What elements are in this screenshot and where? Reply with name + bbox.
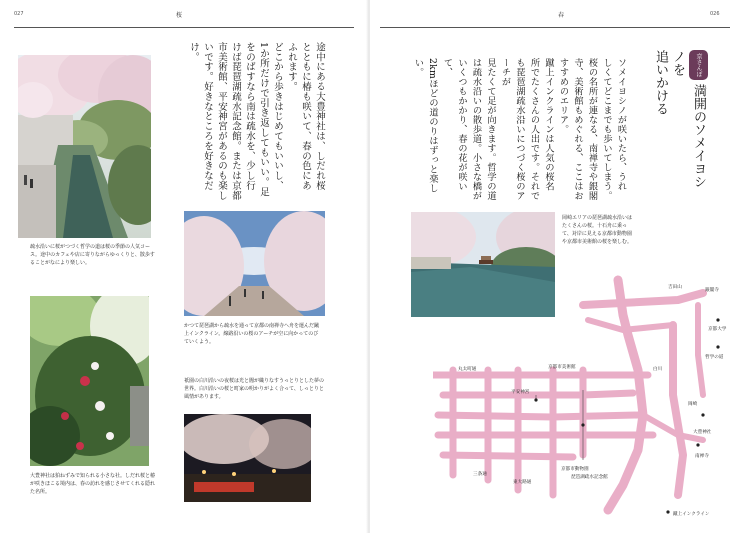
photo-caption-otoyo-shrine: 大豊神社は狛ねずみで知られる小さな社。しだれ桜と椿が咲きほこる境内は、春の訪れを感じさせてくれる隠れた名所。 <box>30 473 156 495</box>
walking-route-map <box>433 275 733 525</box>
left-page <box>0 0 368 533</box>
right-body-line: も琵琶湖疏水沿いにつづく桜のアーチが <box>499 58 525 201</box>
map-point <box>716 318 719 321</box>
section-heading <box>652 50 708 200</box>
right-body-line: 桜の名所が連なる、南禅寺や銀閣 <box>586 58 598 201</box>
map-leader-lines <box>536 390 583 460</box>
right-body-line: いくつもかかり、春の花が咲いて、 <box>441 58 467 191</box>
map-label-ginkakuji: 銀閣寺 <box>705 288 719 293</box>
map-label-shirakawa: 白川 <box>653 367 663 372</box>
right-body-line: 所でたくさんの人出です。それで <box>528 58 540 201</box>
photo-caption-incline: かつて琵琶湖から疏水を通って京都の南禅寺へ舟を運んだ蹴上インクライン。線路沿いの桜のアーチが空に向かってのびていくよう。 <box>184 323 320 345</box>
photo-caption-shirakawa: 祇園の白川沿いの夜桜は光と闇が織りなすうっとりとした夢の世界。白川沿いの桜と町家の明かりがよく合って、しっとりと風情があります。 <box>184 378 325 400</box>
left-section-label: 桜 <box>176 12 183 19</box>
shirakawa-night-photo <box>184 414 311 502</box>
right-body-line: すすめのエリア。 <box>557 58 569 134</box>
left-body-line: 途中にある大豊神社は、しだれ桜 <box>314 42 325 191</box>
map-label-kyoto-zoo: 京都市動物園 <box>561 467 589 472</box>
left-body-line: 市美術館、平安神宮があるのも楽し <box>216 42 227 201</box>
camellia-illustration <box>30 296 149 466</box>
map-point <box>534 398 537 401</box>
map-label-sanjo: 三条通 <box>473 472 487 477</box>
left-body-line: とともに椿も咲いて、春の色にあ <box>300 42 311 191</box>
camellia-photo <box>30 296 149 466</box>
map-label-philosophers-path: 哲学の道 <box>705 355 724 360</box>
right-body-line: 見たくて足が向きます。哲学の道 <box>485 58 496 201</box>
right-body-line: ソメイヨシノが咲いたら、うれ <box>615 58 627 191</box>
map-point <box>716 345 719 348</box>
heading-line: 追いかける <box>653 50 668 115</box>
left-body-line: をのばすなら南は疏水を、少し行 <box>244 42 255 191</box>
philosophers-path-illustration <box>18 55 151 238</box>
right-body-line: 蹴上インクラインは人気の桜名 <box>543 58 554 191</box>
map-label-kyodai: 京都大学 <box>708 327 727 332</box>
right-body-line: 寺、美術館もめぐれる、ここはお <box>572 58 583 201</box>
left-header-rule <box>14 27 354 28</box>
map-point <box>701 413 704 416</box>
right-page <box>370 0 738 533</box>
philosophers-path-photo <box>18 55 151 238</box>
incline-photo <box>184 211 325 316</box>
right-body-text <box>410 58 628 208</box>
left-body-line: ふれます。 <box>286 42 297 92</box>
right-folio: 026 <box>710 11 720 17</box>
walk-tag-badge: 京さんぽ <box>689 50 708 80</box>
shirakawa-night-illustration <box>184 414 311 502</box>
map-label-otoyo: 大豊神社 <box>693 430 712 435</box>
map-label-heian-jingu: 平安神宮 <box>511 390 530 395</box>
map-label-museum: 京都市美術館 <box>548 365 576 370</box>
map-label-yoshida: 吉田山 <box>668 285 682 290</box>
left-folio: 027 <box>14 11 24 17</box>
map-point <box>666 510 669 513</box>
map-point <box>696 443 699 446</box>
left-body-line: いです。好きなところを好きなだけ。 <box>188 42 213 191</box>
right-header-rule <box>380 27 730 28</box>
map-point <box>581 423 584 426</box>
map-label-nanzenji: 南禅寺 <box>695 454 709 459</box>
right-section-label: 春 <box>558 12 565 19</box>
photo-caption-philosophers-path: 疏水沿いに桜がつづく哲学の道は桜の季節の人気コース。途中のカフェや店に寄りながらゆっくりと、散歩することがなにより楽しい。 <box>30 244 155 266</box>
left-body-line: 1か所だけで引き返してもいい。足 <box>258 42 269 197</box>
right-body-line: は疏水沿いの散歩道。小さな橋が <box>470 58 482 201</box>
map-label-incline: 蹴上インクライン <box>673 512 710 517</box>
canal-boat-caption: 岡崎エリアの琵琶湖疏水沿いはたくさんの桜。十石舟に乗って、対岸に見える京都市動物園や京都市美術館の桜を楽しむ。 <box>562 215 633 245</box>
right-body-line: しくてどこまでも歩いてしまう。 <box>601 58 612 201</box>
heading-line: 満開のソメイヨシノを <box>670 50 706 189</box>
right-body-line: 2kmほどの道のりはずっと楽しい。 <box>412 58 438 194</box>
left-body-line: けば琵琶湖疏水記念館。または京都 <box>230 42 241 201</box>
left-body-text <box>186 42 326 202</box>
incline-illustration <box>184 211 325 316</box>
map-label-higashioji: 東大路通 <box>513 480 532 485</box>
map-label-okazaki: 岡崎 <box>688 402 698 407</box>
map-label-marutamachi: 丸太町通 <box>458 367 477 372</box>
map-label-sosui: 琵琶湖疏水記念館 <box>571 475 608 480</box>
left-body-line: どこから歩きはじめてもいいし、 <box>272 42 283 191</box>
